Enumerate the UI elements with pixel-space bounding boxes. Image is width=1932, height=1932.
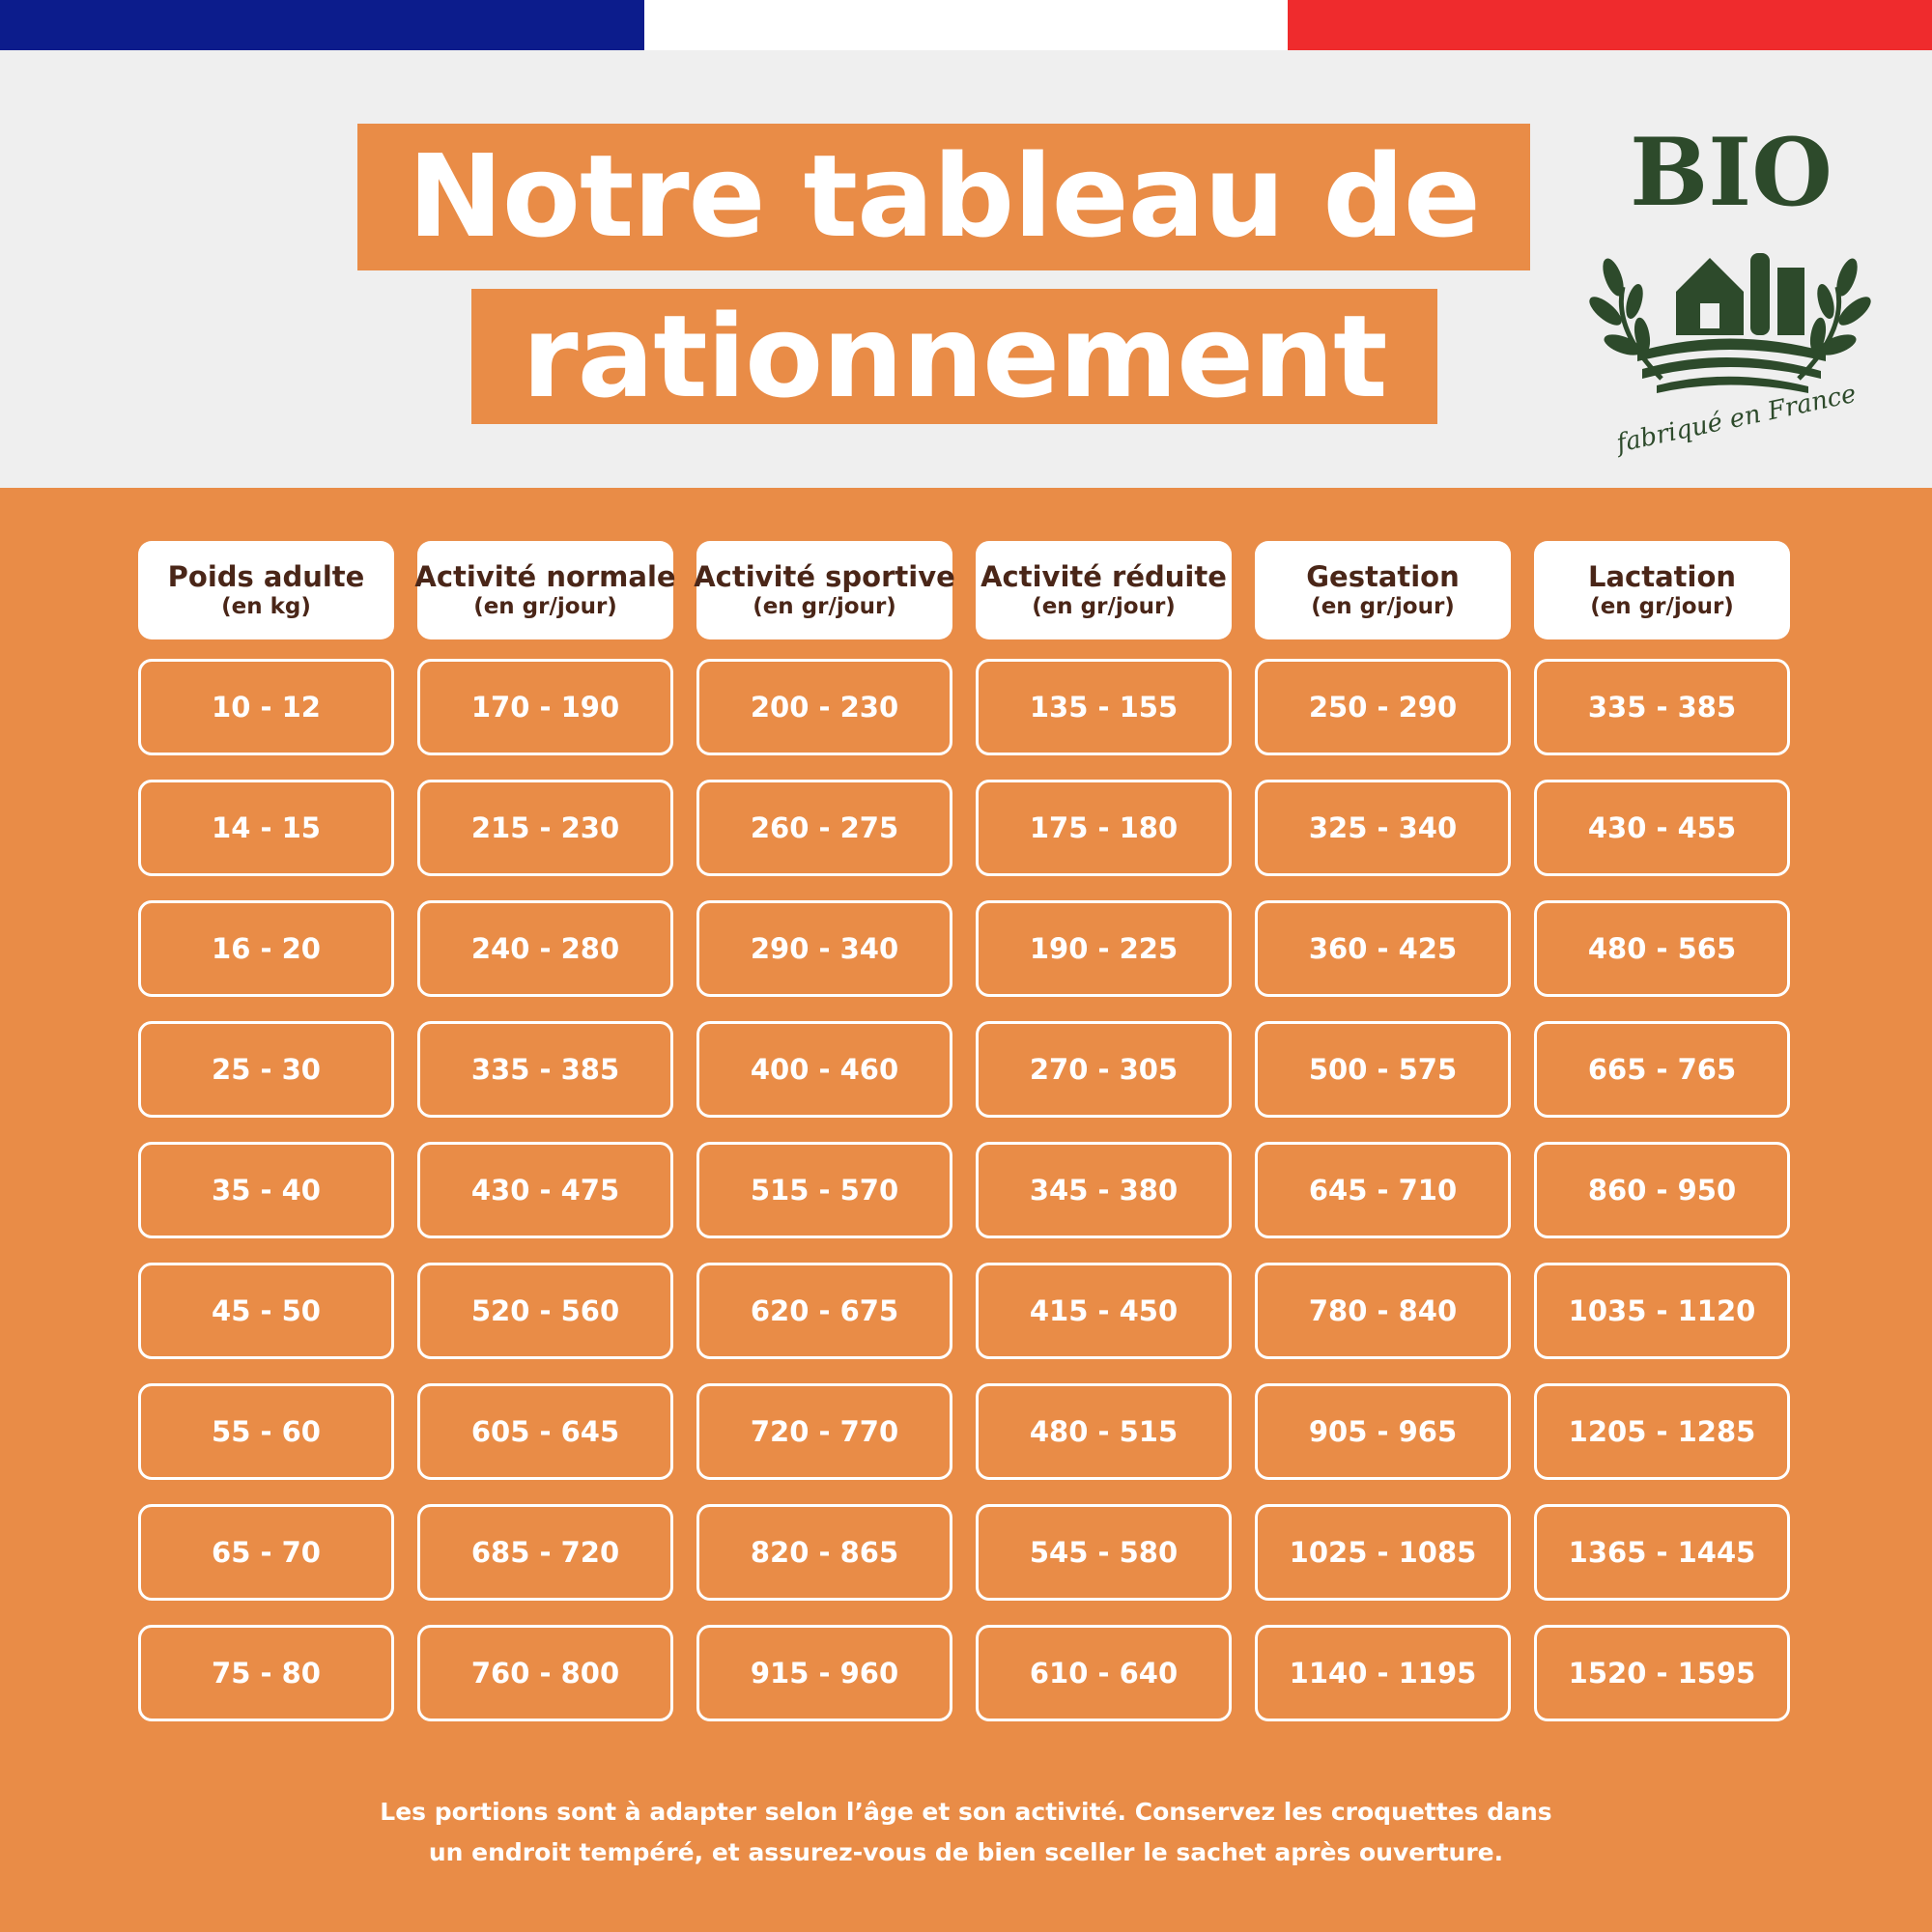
table-cell-activite-reduite: 135 - 155 <box>976 659 1232 755</box>
column-header-activite-sportive <box>694 541 955 639</box>
table-cell-activite-reduite: 175 - 180 <box>976 780 1232 876</box>
bio-logo-tagline: fabriqué en France <box>1613 379 1860 459</box>
column-header-gestation <box>1255 541 1511 639</box>
french-flag-banner <box>0 0 1932 50</box>
flag-white-stripe <box>644 0 1289 50</box>
table-cell-lactation: 1205 - 1285 <box>1534 1383 1790 1480</box>
page-title-line-2: rationnement <box>471 289 1437 424</box>
column-header-poids-adulte <box>138 541 394 639</box>
ration-table <box>138 541 1790 1746</box>
table-cell-gestation: 250 - 290 <box>1255 659 1511 755</box>
column-header-label: Gestation <box>1306 560 1460 593</box>
table-cell-lactation: 1520 - 1595 <box>1534 1625 1790 1721</box>
table-cell-activite-sportive: 290 - 340 <box>696 900 952 997</box>
column-header-unit: (en gr/jour) <box>1032 594 1176 619</box>
column-header-activite-reduite <box>976 541 1232 639</box>
column-header-unit: (en gr/jour) <box>1590 594 1734 619</box>
table-cell-activite-sportive: 915 - 960 <box>696 1625 952 1721</box>
table-cell-activite-normale: 520 - 560 <box>417 1263 673 1359</box>
table-cell-poids-adulte: 45 - 50 <box>138 1263 394 1359</box>
header <box>0 50 1932 488</box>
table-cell-activite-reduite: 345 - 380 <box>976 1142 1232 1238</box>
footnote <box>290 1792 1642 1873</box>
table-cell-gestation: 905 - 965 <box>1255 1383 1511 1480</box>
table-cell-lactation: 1365 - 1445 <box>1534 1504 1790 1601</box>
table-cell-gestation: 1025 - 1085 <box>1255 1504 1511 1601</box>
laurel-right-icon <box>1799 256 1874 379</box>
footnote-line-2: un endroit tempéré, et assurez-vous de bien sceller le sachet après ouverture. <box>428 1838 1504 1866</box>
table-cell-activite-sportive: 620 - 675 <box>696 1263 952 1359</box>
column-header-label: Activité sportive <box>694 560 955 593</box>
table-cell-poids-adulte: 55 - 60 <box>138 1383 394 1480</box>
table-cell-activite-reduite: 545 - 580 <box>976 1504 1232 1601</box>
column-header-lactation <box>1534 541 1790 639</box>
table-cell-activite-sportive: 200 - 230 <box>696 659 952 755</box>
column-header-label: Activité normale <box>414 560 676 593</box>
table-cell-activite-sportive: 515 - 570 <box>696 1142 952 1238</box>
table-cell-activite-sportive: 400 - 460 <box>696 1021 952 1118</box>
table-cell-activite-normale: 430 - 475 <box>417 1142 673 1238</box>
table-cell-activite-reduite: 480 - 515 <box>976 1383 1232 1480</box>
table-cell-poids-adulte: 10 - 12 <box>138 659 394 755</box>
table-cell-activite-sportive: 820 - 865 <box>696 1504 952 1601</box>
bio-logo <box>1584 99 1874 459</box>
table-cell-activite-sportive: 720 - 770 <box>696 1383 952 1480</box>
farm-barn-icon <box>1637 253 1826 393</box>
table-cell-lactation: 1035 - 1120 <box>1534 1263 1790 1359</box>
table-cell-poids-adulte: 75 - 80 <box>138 1625 394 1721</box>
table-cell-activite-reduite: 270 - 305 <box>976 1021 1232 1118</box>
table-cell-activite-normale: 760 - 800 <box>417 1625 673 1721</box>
column-header-unit: (en gr/jour) <box>473 594 617 619</box>
table-cell-lactation: 480 - 565 <box>1534 900 1790 997</box>
page-title-line-1: Notre tableau de <box>357 124 1530 270</box>
bio-logo-word: BIO <box>1630 118 1833 227</box>
table-cell-gestation: 645 - 710 <box>1255 1142 1511 1238</box>
table-cell-poids-adulte: 65 - 70 <box>138 1504 394 1601</box>
column-header-unit: (en kg) <box>221 594 311 619</box>
table-cell-gestation: 325 - 340 <box>1255 780 1511 876</box>
flag-blue-stripe <box>0 0 644 50</box>
table-cell-activite-normale: 215 - 230 <box>417 780 673 876</box>
table-cell-poids-adulte: 16 - 20 <box>138 900 394 997</box>
table-cell-activite-normale: 335 - 385 <box>417 1021 673 1118</box>
column-header-label: Lactation <box>1587 560 1737 593</box>
table-cell-gestation: 360 - 425 <box>1255 900 1511 997</box>
table-cell-activite-reduite: 415 - 450 <box>976 1263 1232 1359</box>
table-cell-activite-reduite: 610 - 640 <box>976 1625 1232 1721</box>
column-header-activite-normale <box>414 541 676 639</box>
table-cell-gestation: 1140 - 1195 <box>1255 1625 1511 1721</box>
table-cell-gestation: 780 - 840 <box>1255 1263 1511 1359</box>
table-cell-activite-reduite: 190 - 225 <box>976 900 1232 997</box>
flag-red-stripe <box>1288 0 1932 50</box>
table-cell-gestation: 500 - 575 <box>1255 1021 1511 1118</box>
footnote-line-1: Les portions sont à adapter selon l’âge et son activité. Conservez les croquettes dans <box>380 1798 1552 1826</box>
table-cell-activite-sportive: 260 - 275 <box>696 780 952 876</box>
laurel-left-icon <box>1586 256 1662 379</box>
column-header-label: Poids adulte <box>167 560 365 593</box>
table-cell-poids-adulte: 35 - 40 <box>138 1142 394 1238</box>
table-cell-activite-normale: 240 - 280 <box>417 900 673 997</box>
column-header-unit: (en gr/jour) <box>1311 594 1455 619</box>
table-cell-lactation: 335 - 385 <box>1534 659 1790 755</box>
column-header-label: Activité réduite <box>980 560 1227 593</box>
table-cell-activite-normale: 170 - 190 <box>417 659 673 755</box>
table-cell-activite-normale: 685 - 720 <box>417 1504 673 1601</box>
table-cell-lactation: 665 - 765 <box>1534 1021 1790 1118</box>
table-cell-lactation: 430 - 455 <box>1534 780 1790 876</box>
table-cell-lactation: 860 - 950 <box>1534 1142 1790 1238</box>
column-header-unit: (en gr/jour) <box>753 594 896 619</box>
table-cell-poids-adulte: 14 - 15 <box>138 780 394 876</box>
ration-table-section <box>0 488 1932 1932</box>
table-cell-poids-adulte: 25 - 30 <box>138 1021 394 1118</box>
table-cell-activite-normale: 605 - 645 <box>417 1383 673 1480</box>
